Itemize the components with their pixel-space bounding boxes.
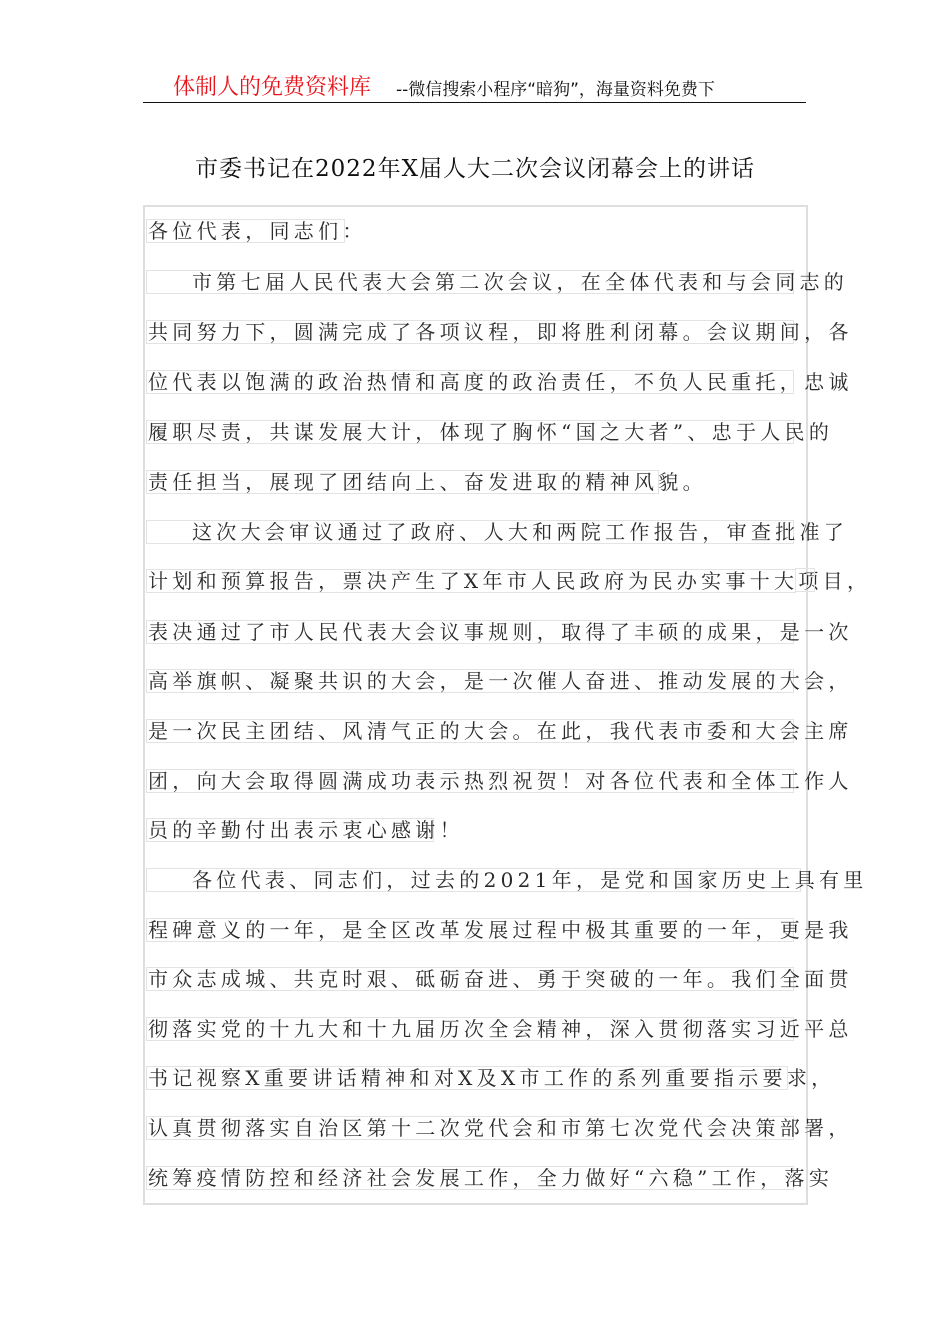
- text-line: 各位代表，同志们：: [148, 219, 367, 243]
- text-line: 员的辛勤付出表示衷心感谢！: [148, 818, 464, 842]
- text-line: 责任担当，展现了团结向上、奋发进取的精神风貌。: [148, 470, 707, 494]
- document-body-frame: [143, 205, 872, 1205]
- text-line: 计划和预算报告，票决产生了X年市人民政府为民办实事十大项目，: [148, 569, 872, 593]
- text-line: 表决通过了市人民代表大会议事规则，取得了丰硕的成果，是一次: [148, 620, 853, 644]
- text-line: 各位代表、同志们，过去的2021年，是党和国家历史上具有里: [146, 868, 801, 892]
- text-line: 书记视察X重要讲话精神和对X及X市工作的系列重要指示要求，: [148, 1066, 836, 1090]
- watermark-header: [143, 68, 806, 103]
- text-line: 统筹疫情防控和经济社会发展工作，全力做好“六稳”工作，落实: [148, 1166, 834, 1190]
- brand-text: 体制人的免费资料库: [173, 75, 372, 100]
- text-line: 市众志成城、共克时艰、砥砺奋进、勇于突破的一年。我们全面贯: [148, 967, 853, 991]
- text-line: 团，向大会取得圆满成功表示热烈祝贺！对各位代表和全体工作人: [148, 769, 853, 793]
- text-line: 共同努力下，圆满完成了各项议程，即将胜利闭幕。会议期间，各: [148, 320, 853, 344]
- slogan-text: --微信搜索小程序“暗狗”，海量资料免费下: [396, 80, 715, 100]
- text-line: 认真贯彻落实自治区第十二次党代会和市第七次党代会决策部署，: [148, 1116, 853, 1140]
- text-line: 是一次民主团结、风清气正的大会。在此，我代表市委和大会主席: [148, 719, 853, 743]
- text-line: 程碑意义的一年，是全区改革发展过程中极其重要的一年，更是我: [148, 918, 853, 942]
- text-line: 高举旗帜、凝聚共识的大会，是一次催人奋进、推动发展的大会，: [148, 669, 853, 693]
- text-line: 彻落实党的十九大和十九届历次全会精神，深入贯彻落实习近平总: [148, 1017, 853, 1041]
- text-line: 市第七届人民代表大会第二次会议，在全体代表和与会同志的: [146, 270, 794, 294]
- text-line: 这次大会审议通过了政府、人大和两院工作报告，审查批准了: [146, 520, 794, 544]
- text-line: 位代表以饱满的政治热情和高度的政治责任，不负人民重托，忠诚: [148, 370, 853, 394]
- overflow-box: [795, 568, 815, 592]
- document-title: 市委书记在2022年X届人大二次会议闭幕会上的讲话: [195, 156, 755, 182]
- text-line: 履职尽责，共谋发展大计，体现了胸怀“国之大者”、忠于人民的: [148, 420, 834, 444]
